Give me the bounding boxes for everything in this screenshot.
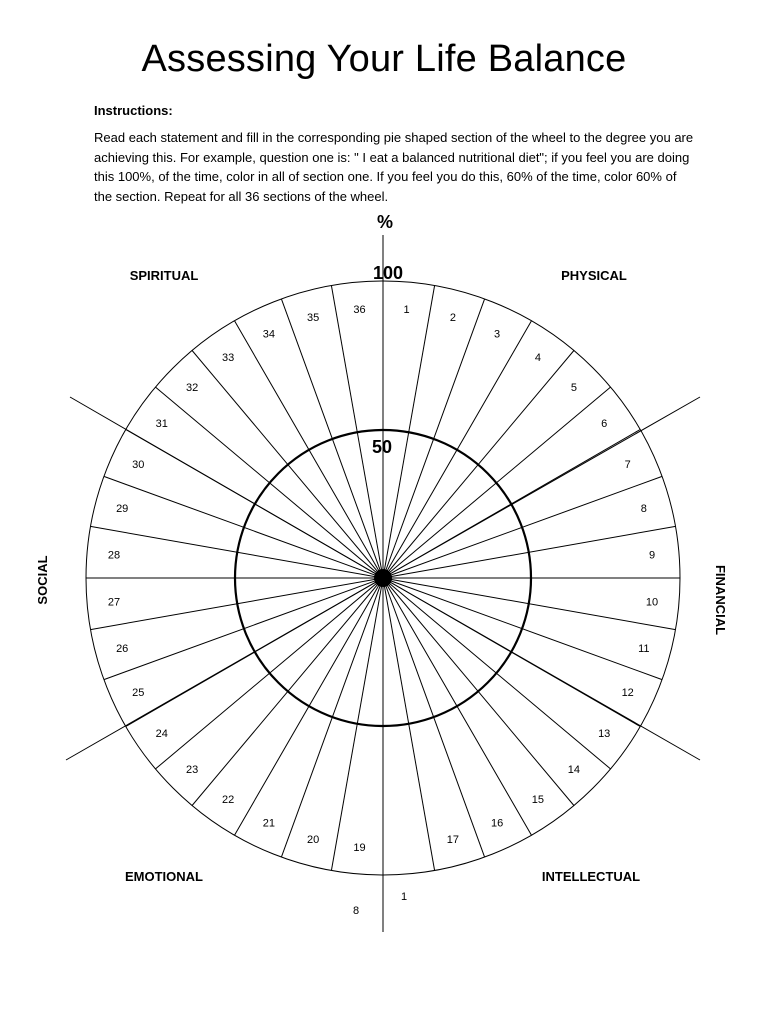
instructions-heading: Instructions: [94, 103, 173, 118]
section-label-14: 14 [567, 763, 581, 776]
category-spiritual: SPIRITUAL [129, 268, 199, 283]
scale-label-50: 50 [371, 437, 393, 457]
category-intellectual: INTELLECTUAL [541, 869, 641, 884]
section-label-5: 5 [570, 382, 577, 395]
section-label-21: 21 [262, 817, 276, 830]
section-label-19: 19 [353, 842, 366, 854]
section-label-36: 36 [353, 304, 366, 316]
section-label-32: 32 [185, 382, 199, 395]
section-label-7: 7 [624, 458, 631, 471]
section-label-2: 2 [449, 312, 456, 325]
section-label-13: 13 [598, 727, 611, 740]
section-label-27: 27 [107, 596, 121, 609]
section-label-34: 34 [262, 328, 276, 341]
percent-label: % [376, 212, 394, 232]
section-label-3: 3 [494, 328, 501, 341]
category-physical: PHYSICAL [561, 268, 627, 283]
section-label-1: 1 [403, 304, 410, 316]
section-label-16: 16 [490, 817, 504, 830]
section-label-33: 33 [221, 351, 235, 364]
section-label-29: 29 [116, 503, 129, 516]
section-label-11: 11 [638, 642, 650, 655]
section-label-35: 35 [306, 312, 320, 325]
section-label-18-second-digit: 8 [352, 905, 360, 917]
section-label-8: 8 [640, 503, 647, 516]
section-label-24: 24 [155, 727, 168, 740]
section-label-25: 25 [132, 687, 145, 700]
instructions-text: Read each statement and fill in the corresponding pie shaped section of the wheel to the degree you are achieving this. For example, question one is: " I eat a balanced nutritional diet"; if you feel you are doing this 100%, of the time, color in all of section one. If you feel you do this, 60% of the time, color 60% of the section. Repeat for all 36 sections of the wheel. [94, 130, 694, 204]
section-label-10: 10 [645, 596, 659, 609]
section-label-4: 4 [534, 351, 541, 364]
category-financial: FINANCIAL [713, 564, 728, 636]
category-social: SOCIAL [35, 555, 50, 605]
section-label-17: 17 [446, 833, 460, 846]
section-label-23: 23 [185, 763, 199, 776]
section-label-22: 22 [221, 794, 235, 807]
section-label-18: 1 [400, 891, 408, 903]
section-label-6: 6 [601, 418, 608, 431]
section-label-28: 28 [107, 549, 121, 562]
section-label-12: 12 [621, 687, 634, 700]
section-label-30: 30 [132, 458, 145, 471]
section-label-15: 15 [531, 794, 545, 807]
section-label-20: 20 [306, 833, 320, 846]
page-title: Assessing Your Life Balance [141, 38, 627, 80]
section-label-26: 26 [116, 642, 129, 655]
scale-label-100: 100 [372, 263, 404, 283]
section-label-9: 9 [648, 549, 656, 562]
category-emotional: EMOTIONAL [125, 869, 203, 884]
section-label-31: 31 [155, 418, 168, 431]
